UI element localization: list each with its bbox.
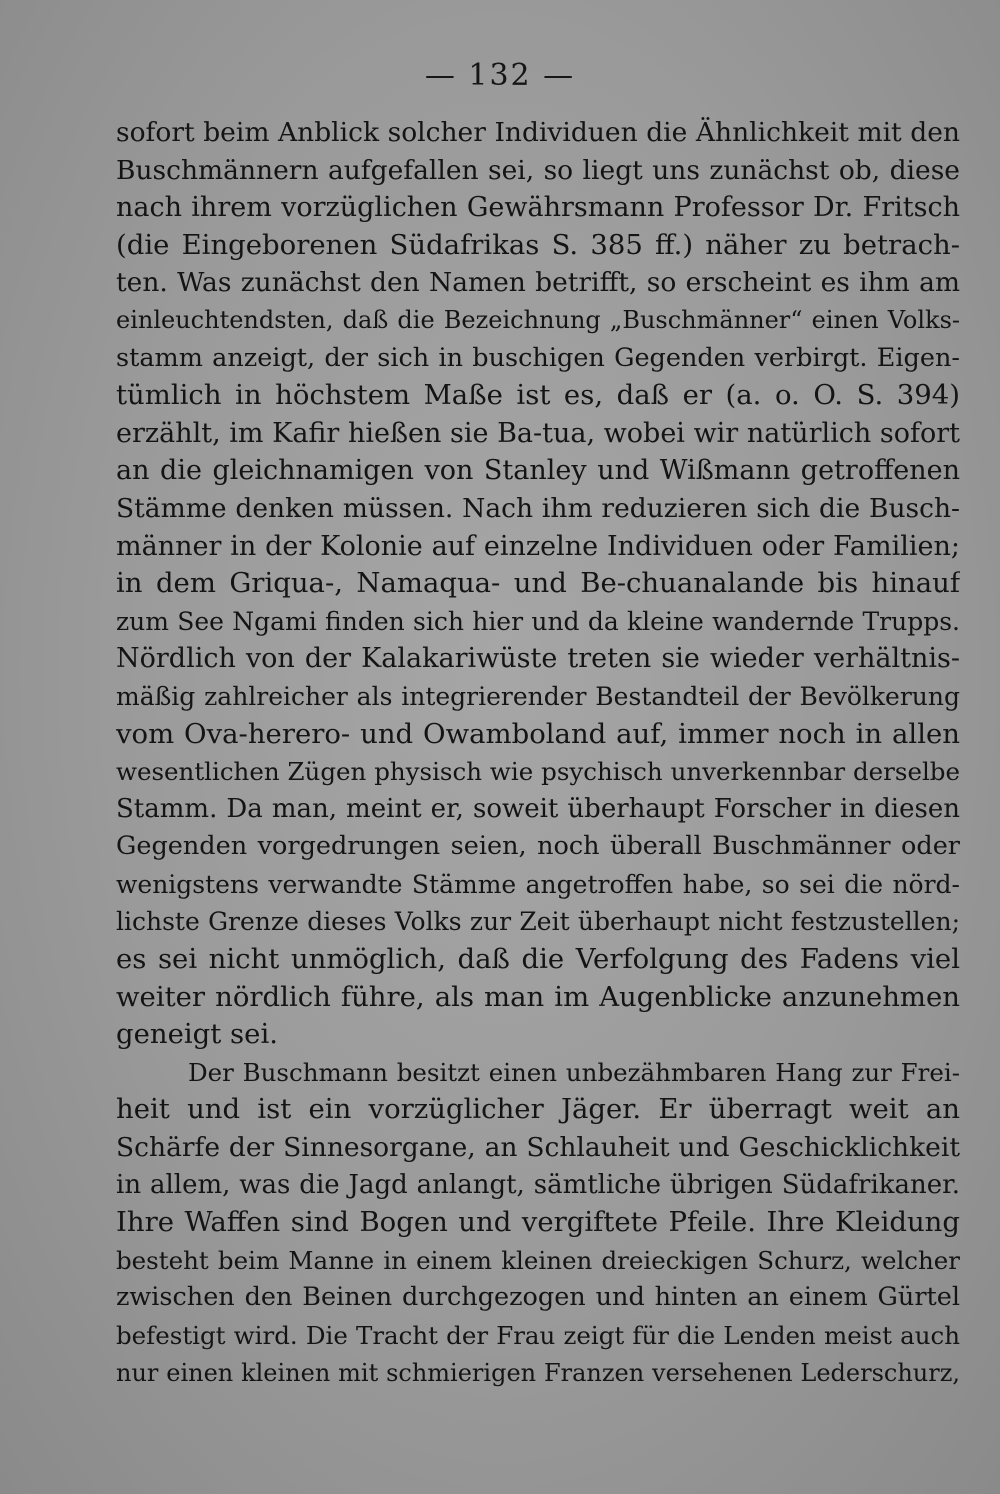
- text-line: nur einen kleinen mit schmierigen Franzen versehenen Lederschurz,: [116, 1358, 960, 1387]
- text-line: stamm anzeigt, der sich in buschigen Gegenden verbirgt. Eigen-: [116, 342, 960, 373]
- text-line: zum See Ngami finden sich hier und da kleine wandernde Trupps.: [116, 606, 960, 636]
- text-line: in allem, was die Jagd anlangt, sämtliche übrigen Südafrikaner.: [116, 1169, 960, 1200]
- text-line: erzählt, im Kafir hießen sie Ba-tua, wobei wir natürlich sofort: [116, 417, 960, 449]
- text-line: weiter nördlich führe, als man im Augenblicke anzunehmen: [116, 980, 960, 1013]
- text-line: (die Eingeborenen Südafrikas S. 385 ff.) näher zu betrach-: [116, 228, 960, 261]
- text-line: vom Ova-herero- und Owamboland auf, immer noch in allen: [116, 717, 960, 750]
- text-line: in dem Griqua-, Namaqua- und Be-chuanalande bis hinauf: [116, 567, 960, 600]
- text-line: wesentlichen Zügen physisch wie psychisch unverkennbar derselbe: [116, 757, 960, 787]
- text-line: ten. Was zunächst den Namen betrifft, so erscheint es ihm am: [116, 267, 960, 299]
- text-line: Stämme denken müssen. Nach ihm reduzieren sich die Busch-: [116, 492, 960, 524]
- text-line: sofort beim Anblick solcher Individuen die Ähnlichkeit mit den: [116, 117, 960, 148]
- body-text: [116, 114, 960, 1392]
- text-line: lichste Grenze dieses Volks zur Zeit überhaupt nicht festzustellen;: [116, 907, 960, 937]
- text-line: tümlich in höchstem Maße ist es, daß er (a. o. O. S. 394): [116, 379, 960, 412]
- paragraph: [116, 114, 960, 1054]
- text-line: heit und ist ein vorzüglicher Jäger. Er überragt weit an: [116, 1093, 960, 1126]
- text-line: besteht beim Manne in einem kleinen dreieckigen Schurz, welcher: [116, 1245, 960, 1275]
- text-line: mäßig zahlreicher als integrierender Bestandteil der Bevölkerung: [116, 681, 960, 711]
- text-line: Buschmännern aufgefallen sei, so liegt uns zunächst ob, diese: [116, 154, 960, 186]
- text-line: männer in der Kolonie auf einzelne Individuen oder Familien;: [116, 530, 960, 562]
- text-line: an die gleichnamigen von Stanley und Wißmann getroffenen: [116, 455, 960, 487]
- text-line: es sei nicht unmöglich, daß die Verfolgung des Fadens viel: [116, 943, 960, 976]
- text-line: Schärfe der Sinnesorgane, an Schlauheit und Geschicklichkeit: [116, 1132, 960, 1164]
- text-line: Ihre Waffen sind Bogen und vergiftete Pfeile. Ihre Kleidung: [116, 1206, 960, 1239]
- text-line: nach ihrem vorzüglichen Gewährsmann Professor Dr. Fritsch: [116, 192, 960, 224]
- paragraph: [116, 1054, 960, 1392]
- text-line: befestigt wird. Die Tracht der Frau zeigt für die Lenden meist auch: [116, 1321, 960, 1350]
- text-line: Der Buschmann besitzt einen unbezähmbaren Hang zur Frei-: [188, 1057, 960, 1087]
- text-line: Stamm. Da man, meint er, soweit überhaupt Forscher in diesen: [116, 793, 960, 824]
- text-line: einleuchtendsten, daß die Bezeichnung „Buschmänner“ einen Volks-: [116, 305, 960, 334]
- text-line: zwischen den Beinen durchgezogen und hinten an einem Gürtel: [116, 1282, 960, 1313]
- text-line: wenigstens verwandte Stämme angetroffen habe, so sei die nörd-: [116, 869, 960, 899]
- page-number: — 132 —: [424, 58, 576, 93]
- text-line: Gegenden vorgedrungen seien, noch überall Buschmänner oder: [116, 831, 960, 862]
- text-line: Nördlich von der Kalakariwüste treten sie wieder verhältnis-: [116, 643, 960, 675]
- text-line: geneigt sei.: [116, 1018, 278, 1051]
